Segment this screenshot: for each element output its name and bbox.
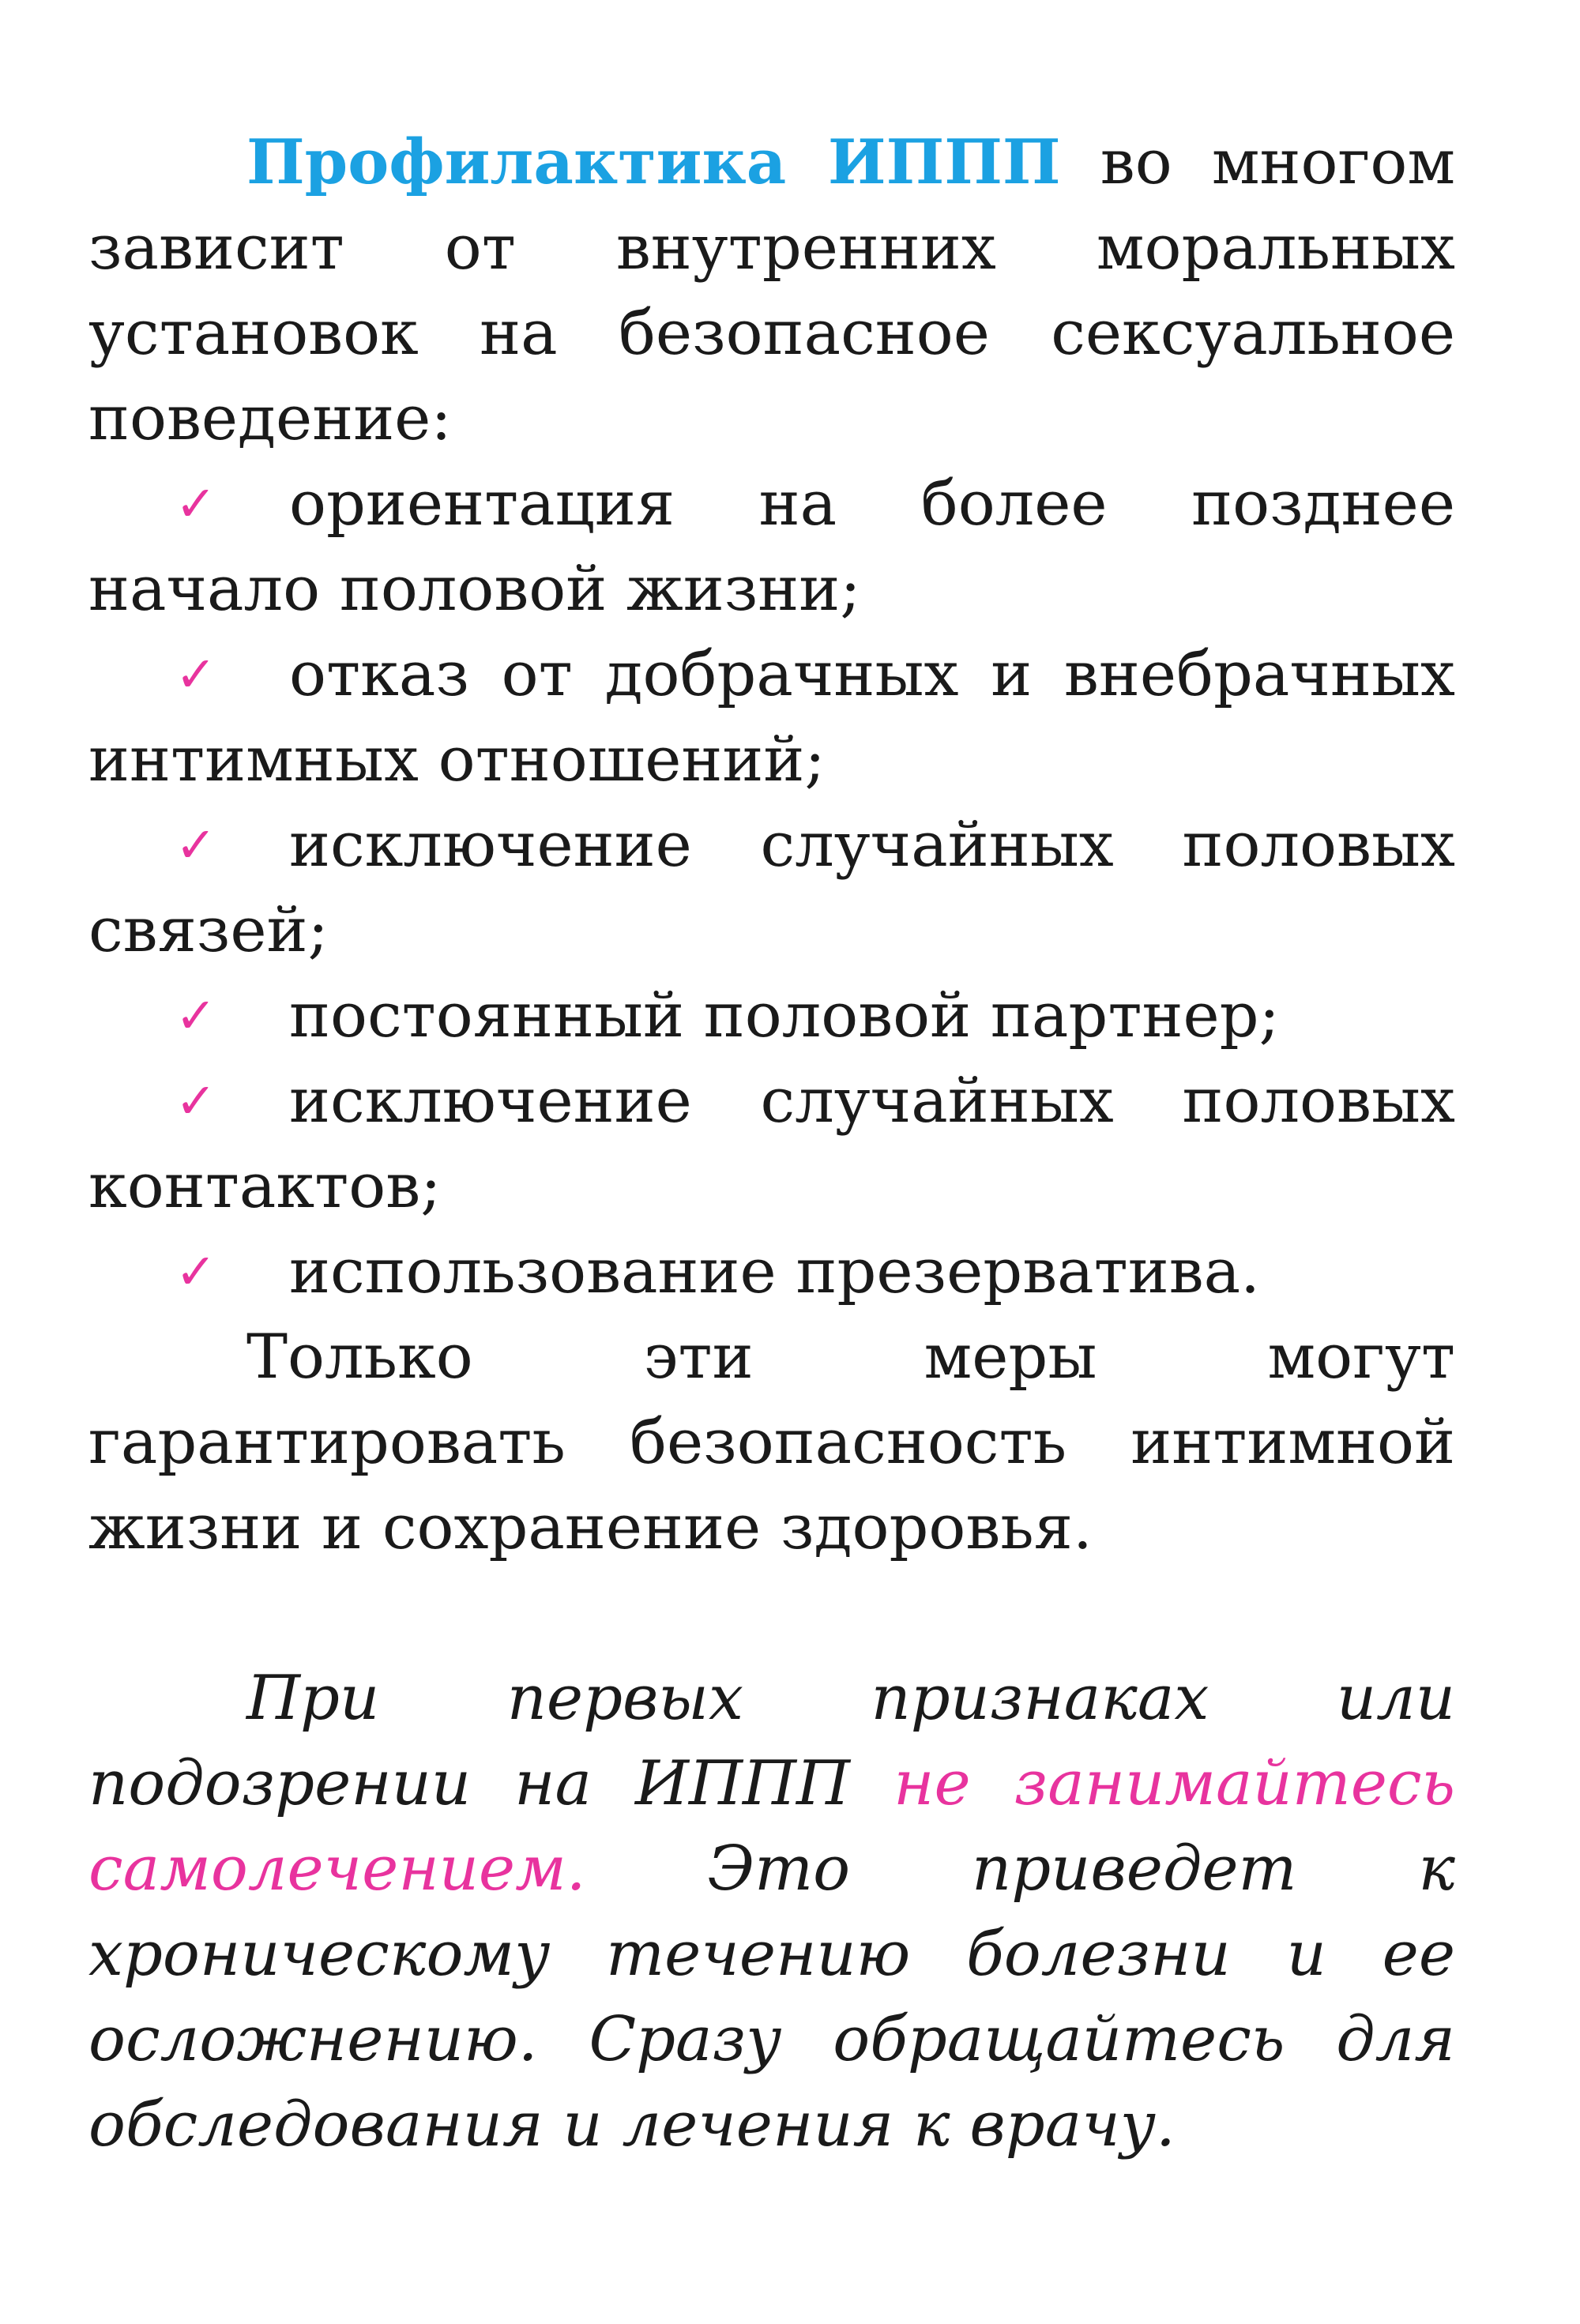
intro-text: во многом зависит от внутренних моральных установок на безопасное сексуальное поведение: — [88, 127, 1456, 454]
intro-paragraph — [88, 120, 1455, 461]
warning-paragraph — [88, 1656, 1455, 2168]
list-item — [88, 1229, 1455, 1314]
list-item — [88, 803, 1455, 973]
list-item-text: отказ от добрачных и внебрачных интимных отношений; — [88, 639, 1455, 795]
check-icon: ✓ — [175, 816, 216, 874]
list-item-text: постоянный половой партнер; — [289, 980, 1280, 1051]
check-icon: ✓ — [175, 987, 216, 1044]
check-icon: ✓ — [175, 475, 216, 532]
warning-text-end: Это приведет к хроническому течению болезни и ее осложнению. Сразу обращайтесь для обследования и лечения к врачу. — [88, 1833, 1455, 2160]
leaflet-page — [88, 120, 1455, 2168]
list-item — [88, 461, 1455, 632]
check-icon: ✓ — [175, 1072, 216, 1130]
list-item — [88, 1059, 1455, 1229]
list-item-text: использование презерватива. — [289, 1236, 1260, 1307]
list-item — [88, 973, 1455, 1059]
warning-text-start: При первых признаках или подозрении на ИППП — [88, 1663, 1455, 1819]
list-item-text: исключение случайных половых контактов; — [88, 1066, 1455, 1222]
list-item-text: ориентация на более позднее начало половой жизни; — [88, 468, 1455, 625]
paragraph-gap — [88, 1570, 1455, 1656]
prevention-measures-list — [88, 461, 1455, 1314]
check-icon: ✓ — [175, 645, 216, 703]
topic-title: Профилактика ИППП — [246, 126, 1061, 198]
list-item-text: исключение случайных половых связей; — [88, 810, 1455, 966]
check-icon: ✓ — [175, 1243, 216, 1300]
list-item — [88, 632, 1455, 803]
conclusion-paragraph: Только эти меры могут гарантировать безопасность интимной жизни и сохранение здоровья. — [88, 1322, 1455, 1563]
warning-highlight: не занимайтесь самолечением. — [88, 1748, 1456, 1905]
